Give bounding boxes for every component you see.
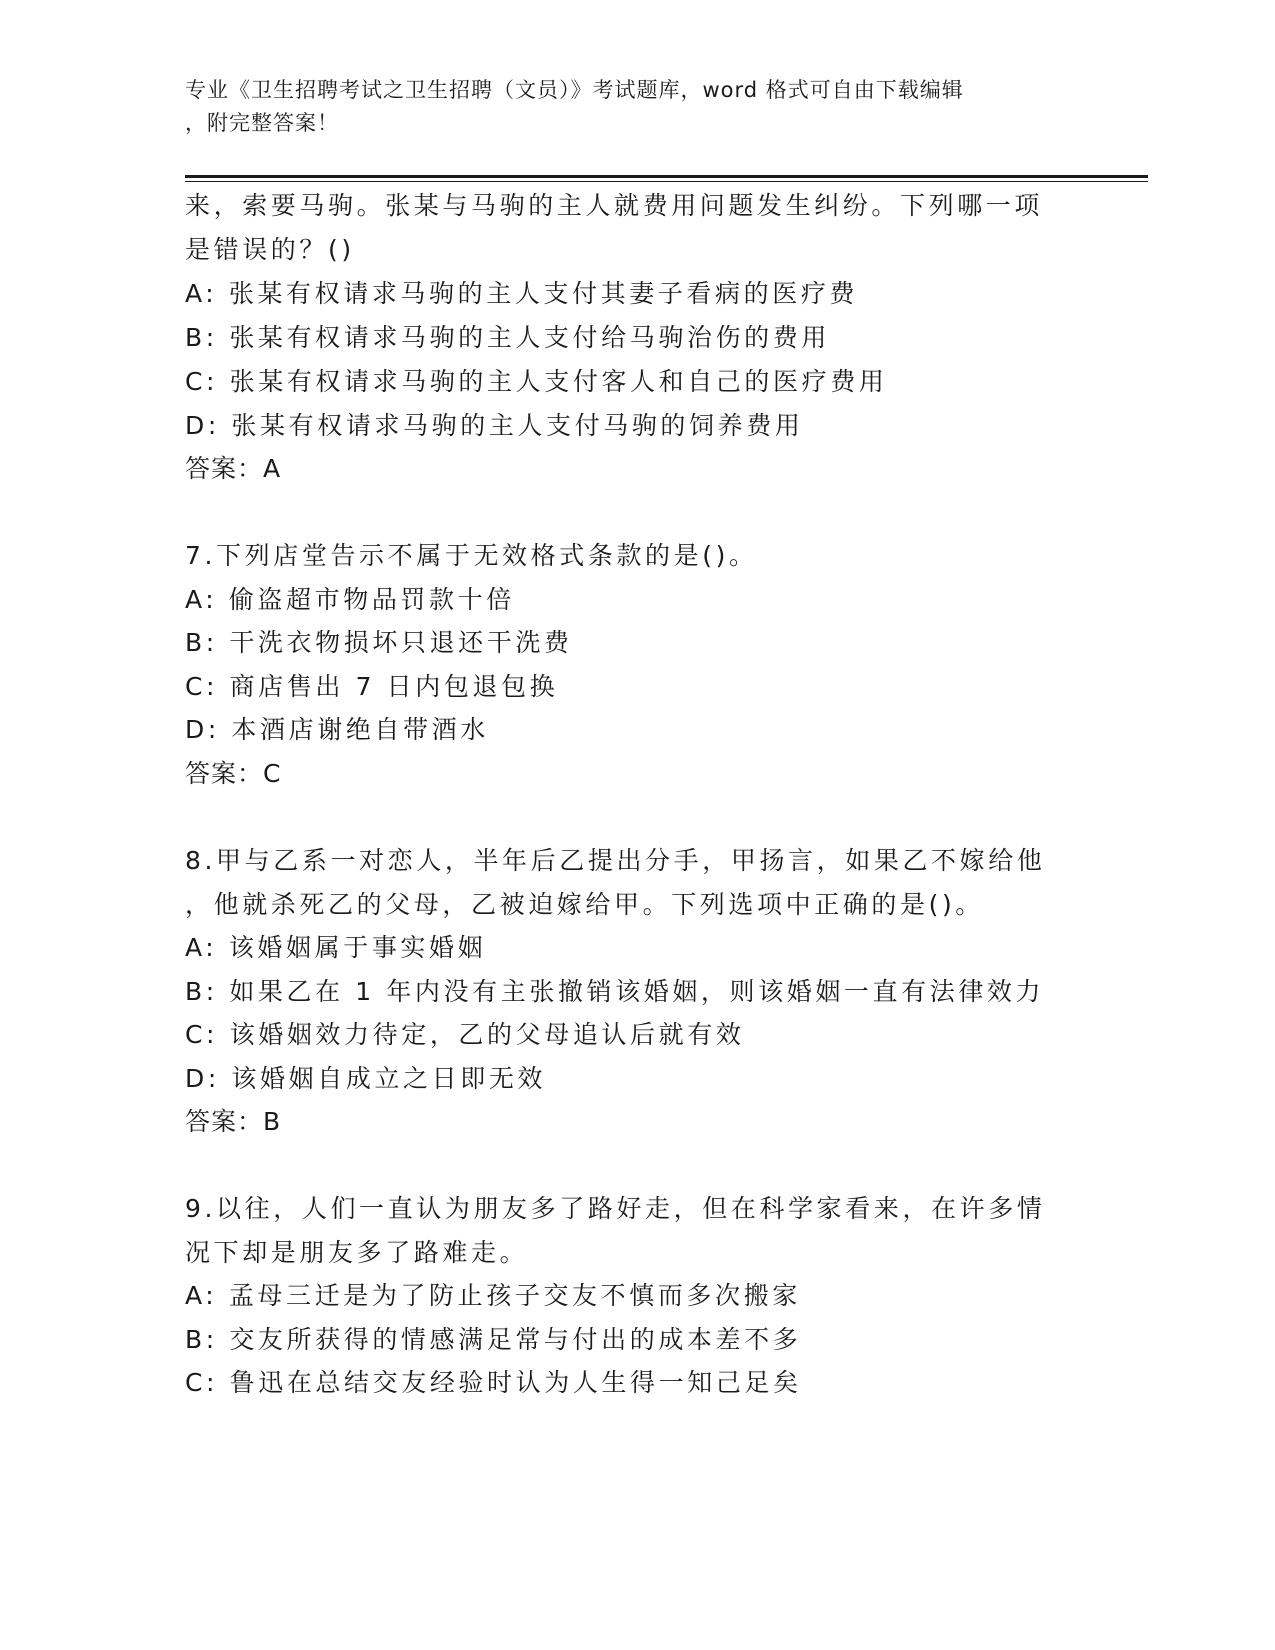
q8-stem-line-2: ，他就杀死乙的父母，乙被迫嫁给甲。下列选项中正确的是()。 <box>185 890 984 919</box>
q6-stem-line-2: 是错误的？() <box>185 235 355 264</box>
q8-option-b: B: 如果乙在 1 年内没有主张撤销该婚姻，则该婚姻一直有法律效力 <box>185 977 1045 1006</box>
header-line-2: ，附完整答案！ <box>185 111 339 135</box>
q6-option-b: B: 张某有权请求马驹的主人支付给马驹治伤的费用 <box>185 323 830 352</box>
q7-answer: 答案：C <box>185 759 282 788</box>
q6-option-d: D: 张某有权请求马驹的主人支付马驹的饲养费用 <box>185 411 804 440</box>
q6-stem-line-1: 来，索要马驹。张某与马驹的主人就费用问题发生纠纷。下列哪一项 <box>185 191 1044 220</box>
q9-option-c: C: 鲁迅在总结交友经验时认为人生得一知己足矣 <box>185 1368 802 1397</box>
q8-option-a: A: 该婚姻属于事实婚姻 <box>185 933 487 962</box>
header-line-1: 专业《卫生招聘考试之卫生招聘（文员）》考试题库，word 格式可自由下载编辑 <box>185 78 964 102</box>
q8-answer: 答案：B <box>185 1107 282 1136</box>
document-header <box>185 74 1065 140</box>
q9-option-b: B: 交友所获得的情感满足常与付出的成本差不多 <box>185 1325 802 1354</box>
header-rule-thick <box>185 175 1148 178</box>
q7-stem: 7.下列店堂告示不属于无效格式条款的是()。 <box>185 541 758 570</box>
q7-option-b: B: 干洗衣物损坏只退还干洗费 <box>185 628 573 657</box>
q7-option-d: D: 本酒店谢绝自带酒水 <box>185 715 489 744</box>
q9-stem-line-2: 况下却是朋友多了路难走。 <box>185 1238 529 1267</box>
q6-option-a: A: 张某有权请求马驹的主人支付其妻子看病的医疗费 <box>185 279 859 308</box>
q8-option-c: C: 该婚姻效力待定，乙的父母追认后就有效 <box>185 1020 745 1049</box>
q9-stem-line-1: 9.以往，人们一直认为朋友多了路好走，但在科学家看来，在许多情 <box>185 1194 1046 1223</box>
q8-option-d: D: 该婚姻自成立之日即无效 <box>185 1064 547 1093</box>
q9-option-a: A: 孟母三迁是为了防止孩子交友不慎而多次搬家 <box>185 1281 801 1310</box>
q7-option-c: C: 商店售出 7 日内包退包换 <box>185 672 559 701</box>
header-rule-thin <box>185 181 1148 182</box>
q8-stem-line-1: 8.甲与乙系一对恋人，半年后乙提出分手，甲扬言，如果乙不嫁给他 <box>185 846 1046 875</box>
q6-option-c: C: 张某有权请求马驹的主人支付客人和自己的医疗费用 <box>185 367 888 396</box>
q6-answer: 答案：A <box>185 454 282 483</box>
q7-option-a: A: 偷盗超市物品罚款十倍 <box>185 585 515 614</box>
